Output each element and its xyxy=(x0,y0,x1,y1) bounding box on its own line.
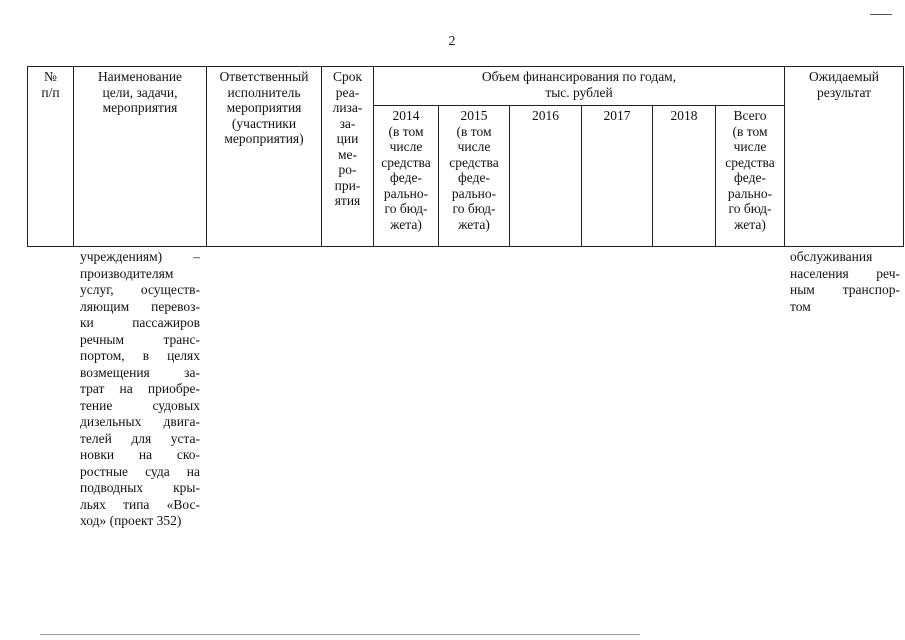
body-text-line: речным транс- xyxy=(80,331,200,347)
body-text-line: новки на ско- xyxy=(80,447,200,462)
header-text-line: (в том xyxy=(456,123,492,139)
header-text-line: результат xyxy=(816,84,872,100)
body-text-line: производителям xyxy=(80,265,174,281)
body-text-line: ки пассажиров xyxy=(80,315,200,330)
header-text-line: средства xyxy=(449,154,499,170)
body-name-text xyxy=(80,249,200,530)
header-text-line: феде- xyxy=(458,170,490,185)
header-text-line: мероприятия xyxy=(226,100,302,115)
header-text-line: № xyxy=(44,69,57,84)
header-text-line: го бюд- xyxy=(728,201,772,216)
header-text-line: при- xyxy=(334,177,361,193)
header-col-funding xyxy=(374,69,784,100)
header-year-total xyxy=(716,108,784,232)
col-border xyxy=(903,66,904,247)
body-text-line: обслуживания xyxy=(790,249,873,264)
body-text-line: ростные суда на xyxy=(80,463,200,479)
header-text-line: мероприятия xyxy=(102,100,178,115)
header-text-line: числе xyxy=(389,139,423,154)
body-text-line: портом, в целях xyxy=(80,348,200,363)
page-number: 2 xyxy=(448,34,456,49)
header-text-line: жета) xyxy=(390,216,422,232)
header-text-line: ятия xyxy=(334,193,361,208)
header-text-line: средства xyxy=(725,154,775,170)
header-text-line: жета) xyxy=(734,216,766,232)
header-text-line: лиза- xyxy=(332,100,363,115)
body-text-line: телей для уста- xyxy=(80,430,200,446)
header-text-line: ме- xyxy=(337,146,358,162)
header-text-line: мероприятия) xyxy=(224,131,304,146)
header-text-line: Объем финансирования по годам, xyxy=(481,69,677,84)
body-result-text xyxy=(790,249,900,315)
col-border xyxy=(581,105,582,247)
header-year-2015 xyxy=(439,108,509,232)
header-text-line: числе xyxy=(457,139,491,154)
header-year-2018 xyxy=(653,108,715,124)
body-text-line: подводных кры- xyxy=(80,480,200,495)
scan-corner-mark xyxy=(870,14,892,15)
header-text-line: 2018 xyxy=(670,108,698,123)
header-text-line: за- xyxy=(339,115,356,131)
body-text-line: ляющим перевоз- xyxy=(80,298,200,314)
header-text-line: исполнитель xyxy=(227,84,301,100)
header-text-line: 2014 xyxy=(392,108,420,123)
header-text-line: цели, задачи, xyxy=(102,84,178,100)
header-text-line: Ожидаемый xyxy=(809,69,879,84)
header-text-line: (участники xyxy=(231,115,297,131)
header-text-line: ро- xyxy=(338,162,357,177)
body-text-line: том xyxy=(790,298,811,314)
header-bottom-border xyxy=(27,246,903,247)
header-text-line: (в том xyxy=(732,123,768,139)
header-text-line: п/п xyxy=(41,84,60,100)
header-text-line: 2015 xyxy=(460,108,488,123)
col-border xyxy=(652,105,653,247)
table-top-border xyxy=(27,66,903,67)
header-year-2014 xyxy=(374,108,438,232)
header-text-line: феде- xyxy=(734,170,766,185)
body-text-line: возмещения за- xyxy=(80,364,200,380)
header-text-line: го бюд- xyxy=(384,201,428,216)
header-col-result xyxy=(785,69,903,100)
header-text-line: Наименование xyxy=(97,69,183,84)
header-col-term xyxy=(322,69,373,209)
header-text-line: средства xyxy=(381,154,431,170)
header-col-name xyxy=(74,69,206,116)
header-text-line: Всего xyxy=(733,108,767,123)
header-text-line: реа- xyxy=(335,84,360,100)
body-text-line: услуг, осуществ- xyxy=(80,282,200,297)
body-text-line: ход» (проект 352) xyxy=(80,513,182,528)
header-col-number xyxy=(28,69,73,100)
header-text-line: рально- xyxy=(383,185,429,201)
body-text-line: трат на приобре- xyxy=(80,381,200,396)
header-text-line: 2016 xyxy=(532,108,559,123)
header-year-2016 xyxy=(510,108,581,124)
body-text-line: тение судовых xyxy=(80,397,200,413)
header-text-line: феде- xyxy=(390,170,422,185)
header-text-line: рально- xyxy=(451,185,497,201)
header-text-line: числе xyxy=(733,139,767,154)
body-text-line: учреждениям) – xyxy=(80,249,200,264)
body-text-line: льях типа «Вос- xyxy=(80,496,200,512)
header-text-line: тыс. рублей xyxy=(545,84,613,100)
header-text-line: го бюд- xyxy=(452,201,496,216)
header-text-line: Срок xyxy=(332,69,363,84)
header-col-executor xyxy=(207,69,321,147)
body-text-line: ным транспор- xyxy=(790,282,900,297)
body-text-line: дизельных двига- xyxy=(80,414,200,429)
body-text-line: населения реч- xyxy=(790,265,900,281)
header-text-line: жета) xyxy=(458,216,490,232)
col-border xyxy=(509,105,510,247)
header-year-2017 xyxy=(582,108,652,124)
header-text-line: (в том xyxy=(388,123,424,139)
header-text-line: Ответственный xyxy=(219,69,309,84)
header-text-line: рально- xyxy=(727,185,773,201)
footer-rule xyxy=(40,634,640,635)
header-text-line: 2017 xyxy=(603,108,631,123)
header-text-line: ции xyxy=(336,131,359,146)
years-row-top-border xyxy=(373,105,784,106)
